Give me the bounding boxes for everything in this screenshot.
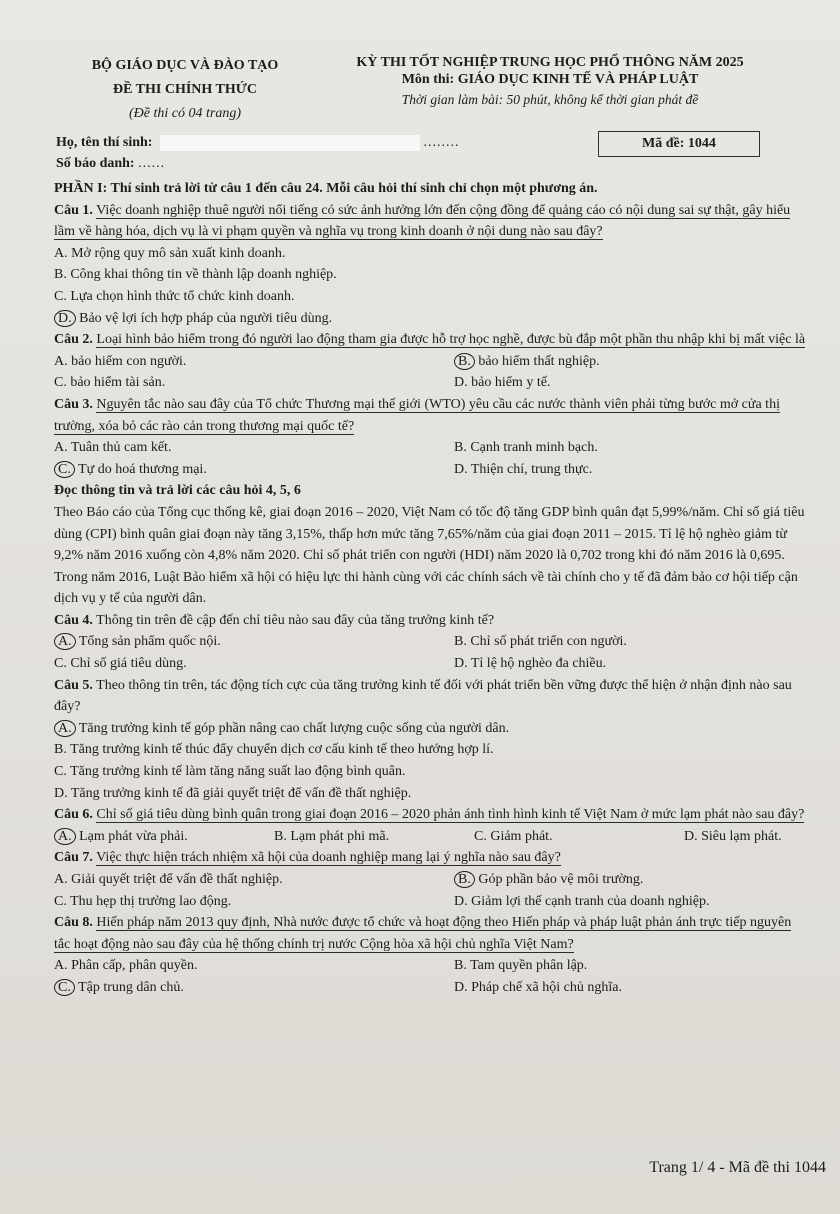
q8-option-c <box>54 977 454 999</box>
part1-instruction: PHẦN I: Thí sinh trả lời từ câu 1 đến câu 24. Mỗi câu hỏi thí sinh chỉ chọn một phương án. <box>54 181 598 196</box>
q5-option-d: D. Tăng trưởng kinh tế đã giải quyết triệt để vấn đề thất nghiệp. <box>54 785 412 801</box>
q1-option-d-text: Bảo vệ lợi ích hợp pháp của người tiêu dùng. <box>79 310 333 326</box>
q5-option-b: B. Tăng trưởng kinh tế thúc đẩy chuyển dịch cơ cấu kinh tế theo hướng hợp lí. <box>54 742 494 758</box>
q2-options-row2 <box>54 372 810 394</box>
question-5 <box>54 675 810 718</box>
answer-circle: C. <box>54 979 75 996</box>
question-2 <box>54 329 810 351</box>
q8-option-d: D. Pháp chế xã hội chủ nghĩa. <box>454 979 622 995</box>
q5-option-a <box>54 718 810 740</box>
q6-option-c: C. Giảm phát. <box>474 828 553 844</box>
page-count: (Đề thi có 04 trang) <box>129 106 241 121</box>
q4-option-b: B. Chỉ số phát triển con người. <box>454 634 627 650</box>
question-7 <box>54 847 810 869</box>
q7-option-a: A. Giải quyết triệt để vấn đề thất nghiệp. <box>54 872 283 887</box>
q3-text: Nguyên tắc nào sau đây của Tổ chức Thương mại thế giới (WTO) yêu cầu các nước thành viên phải từng bước mở cửa thị trường, xóa bỏ các rào cản trong thương mại quốc tế? <box>54 396 780 434</box>
q5-option-c: C. Tăng trưởng kinh tế làm tăng năng suất lao động bình quân. <box>54 764 406 780</box>
q6-option-a <box>54 826 274 848</box>
exam-code-box <box>598 131 760 157</box>
answer-circle: B. <box>454 871 475 888</box>
q3-options-row2 <box>54 459 810 481</box>
name-dots: ........ <box>423 135 460 151</box>
reading-passage: Theo Báo cáo của Tổng cục thống kê, giai đoạn 2016 – 2020, Việt Nam có tốc độ tăng GDP bình quân đạt 5,99%/năm. Chỉ số giá tiêu dùng (CPI) bình quân giai đoạn này tăng 3,15%, thấp hơn mức tăng 7,65%/năm của giai đoạn 2011 – 2015. Tỉ lệ hộ nghèo giảm từ 9,2% năm 2016 xuống còn 4,8% năm 2020. Chỉ số phát triển con người (HDI) năm 2020 là 0,702 trong khi đó năm 2016 là 0,695. Trong năm 2016, Luật Bảo hiểm xã hội có hiệu lực thi hành cùng với các chính sách về tài chính cho y tế đã đảm bảo cơ hội tiếp cận dịch vụ y tế của người dân. <box>54 504 805 607</box>
page-footer: Trang 1/ 4 - Mã đề thi 1044 <box>649 1159 826 1176</box>
answer-circle: B. <box>454 353 475 370</box>
q7-options-row1 <box>54 869 810 891</box>
q3-option-b: B. Cạnh tranh minh bạch. <box>454 440 598 456</box>
q2-label: Câu 2. <box>54 332 93 348</box>
exam-subject: Môn thi: GIÁO DỤC KINH TẾ VÀ PHÁP LUẬT <box>401 72 699 87</box>
q7-label: Câu 7. <box>54 850 93 866</box>
q2-text: Loại hình bảo hiểm trong đó người lao động tham gia được hỗ trợ học nghề, được bù đắp một phần thu nhập khi bị mất việc là <box>96 332 806 348</box>
question-1 <box>54 200 810 243</box>
q3-options-row1 <box>54 437 810 459</box>
redacted-name <box>160 135 420 151</box>
q4-options-row1 <box>54 631 810 653</box>
q7-option-b <box>454 869 643 891</box>
q8-option-b: B. Tam quyền phân lập. <box>454 958 588 974</box>
q5-option-a-text: Tăng trưởng kinh tế góp phần nâng cao chất lượng cuộc sống của người dân. <box>78 720 510 736</box>
q2-options-row1 <box>54 351 810 373</box>
q4-option-c: C. Chỉ số giá tiêu dùng. <box>54 656 187 672</box>
answer-circle: A. <box>54 633 76 650</box>
q8-options-row1 <box>54 955 810 977</box>
candidate-name-label: Họ, tên thí sinh: <box>56 135 153 151</box>
candidate-id-row <box>56 156 165 172</box>
q2-option-c: C. bảo hiểm tài sản. <box>54 375 166 391</box>
q7-option-b-text: Góp phần bảo vệ môi trường. <box>478 872 644 887</box>
q1-label: Câu 1. <box>54 202 93 218</box>
q3-option-c <box>54 459 454 481</box>
ministry-name: BỘ GIÁO DỤC VÀ ĐÀO TẠO <box>91 58 279 73</box>
official-label: ĐỀ THI CHÍNH THỨC <box>112 82 258 97</box>
exam-body <box>54 178 810 999</box>
q6-option-b: B. Lạm phát phi mã. <box>274 828 390 844</box>
question-6 <box>54 804 810 826</box>
header-left <box>70 58 300 122</box>
q7-text: Việc thực hiện trách nhiệm xã hội của doanh nghiệp mang lại ý nghĩa nào sau đây? <box>96 850 561 866</box>
q2-option-d: D. bảo hiểm y tế. <box>454 375 551 391</box>
q2-option-b <box>454 351 600 373</box>
question-4 <box>54 610 810 632</box>
answer-circle: D. <box>54 310 76 327</box>
id-dots: ...... <box>138 156 166 171</box>
q5-text: Theo thông tin trên, tác động tích cực của tăng trưởng kinh tế đối với phát triển bền vững được thể hiện ở nhận định nào sau đây? <box>54 677 792 715</box>
candidate-name-row <box>56 135 459 151</box>
q3-option-c-text: Tự do hoá thương mại. <box>78 461 207 477</box>
q4-option-a-text: Tổng sản phẩm quốc nội. <box>78 634 221 650</box>
question-8 <box>54 912 810 955</box>
q8-options-row2 <box>54 977 810 999</box>
q6-options-row <box>54 826 810 848</box>
exam-code: Mã đề: 1044 <box>642 136 716 151</box>
q1-text: Việc doanh nghiệp thuê người nổi tiếng có sức ảnh hưởng lớn đến cộng đồng để quảng cáo có nội dung sai sự thật, gây hiểu lầm về hàng hóa, dịch vụ là vi phạm quyền và nghĩa vụ trong kinh doanh ở nội dung nào sau đây? <box>54 202 791 240</box>
q4-option-a <box>54 631 454 653</box>
q1-option-d <box>54 308 810 330</box>
q7-option-c: C. Thu hẹp thị trường lao động. <box>54 893 232 909</box>
reading-title: Đọc thông tin và trả lời các câu hỏi 4, 5, 6 <box>54 483 301 499</box>
candidate-id-label: Số báo danh: <box>56 156 135 171</box>
q4-label: Câu 4. <box>54 612 93 628</box>
q6-text: Chỉ số giá tiêu dùng bình quân trong giai đoạn 2016 – 2020 phản ánh tình hình kinh tế Việt Nam ở mức lạm phát nào sau đây? <box>96 807 805 823</box>
q8-text: Hiến pháp năm 2013 quy định, Nhà nước được tổ chức và hoạt động theo Hiến pháp và pháp luật phản ánh trực tiếp nguyên tắc hoạt động nào sau đây của hệ thống chính trị nước Cộng hòa xã hội chủ nghĩa Việt Nam? <box>54 915 792 952</box>
q6-option-a-text: Lạm phát vừa phải. <box>79 828 188 844</box>
header-right <box>330 55 770 108</box>
q7-option-d: D. Giảm lợi thế cạnh tranh của doanh nghiệp. <box>454 893 710 909</box>
exam-time: Thời gian làm bài: 50 phút, không kể thời gian phát đề <box>401 92 699 107</box>
q8-option-a: A. Phân cấp, phân quyền. <box>54 958 198 974</box>
answer-circle: C. <box>54 461 75 478</box>
q1-option-a: A. Mở rộng quy mô sản xuất kinh doanh. <box>54 245 286 261</box>
answer-circle: A. <box>54 828 76 845</box>
q7-options-row2 <box>54 891 810 913</box>
exam-title: KỲ THI TỐT NGHIỆP TRUNG HỌC PHỔ THÔNG NĂM 2025 <box>356 55 744 70</box>
q2-option-a: A. bảo hiểm con người. <box>54 353 187 369</box>
q1-option-c: C. Lựa chọn hình thức tổ chức kinh doanh. <box>54 288 295 304</box>
q2-option-b-text: bảo hiểm thất nghiệp. <box>478 353 600 369</box>
q5-label: Câu 5. <box>54 677 93 693</box>
q6-option-d: D. Siêu lạm phát. <box>684 828 782 844</box>
q1-option-b: B. Công khai thông tin về thành lập doanh nghiệp. <box>54 267 337 283</box>
q8-option-c-text: Tập trung dân chủ. <box>78 979 184 995</box>
q8-label: Câu 8. <box>54 915 93 931</box>
q4-options-row2 <box>54 653 810 675</box>
q3-option-d: D. Thiện chí, trung thực. <box>454 461 593 477</box>
q3-label: Câu 3. <box>54 396 93 412</box>
q4-text: Thông tin trên đề cập đến chỉ tiêu nào sau đây của tăng trưởng kinh tế? <box>96 612 495 628</box>
q6-label: Câu 6. <box>54 807 93 823</box>
q3-option-a: A. Tuân thủ cam kết. <box>54 440 172 456</box>
question-3 <box>54 394 810 437</box>
answer-circle: A. <box>54 720 76 737</box>
q4-option-d: D. Tỉ lệ hộ nghèo đa chiều. <box>454 656 607 672</box>
